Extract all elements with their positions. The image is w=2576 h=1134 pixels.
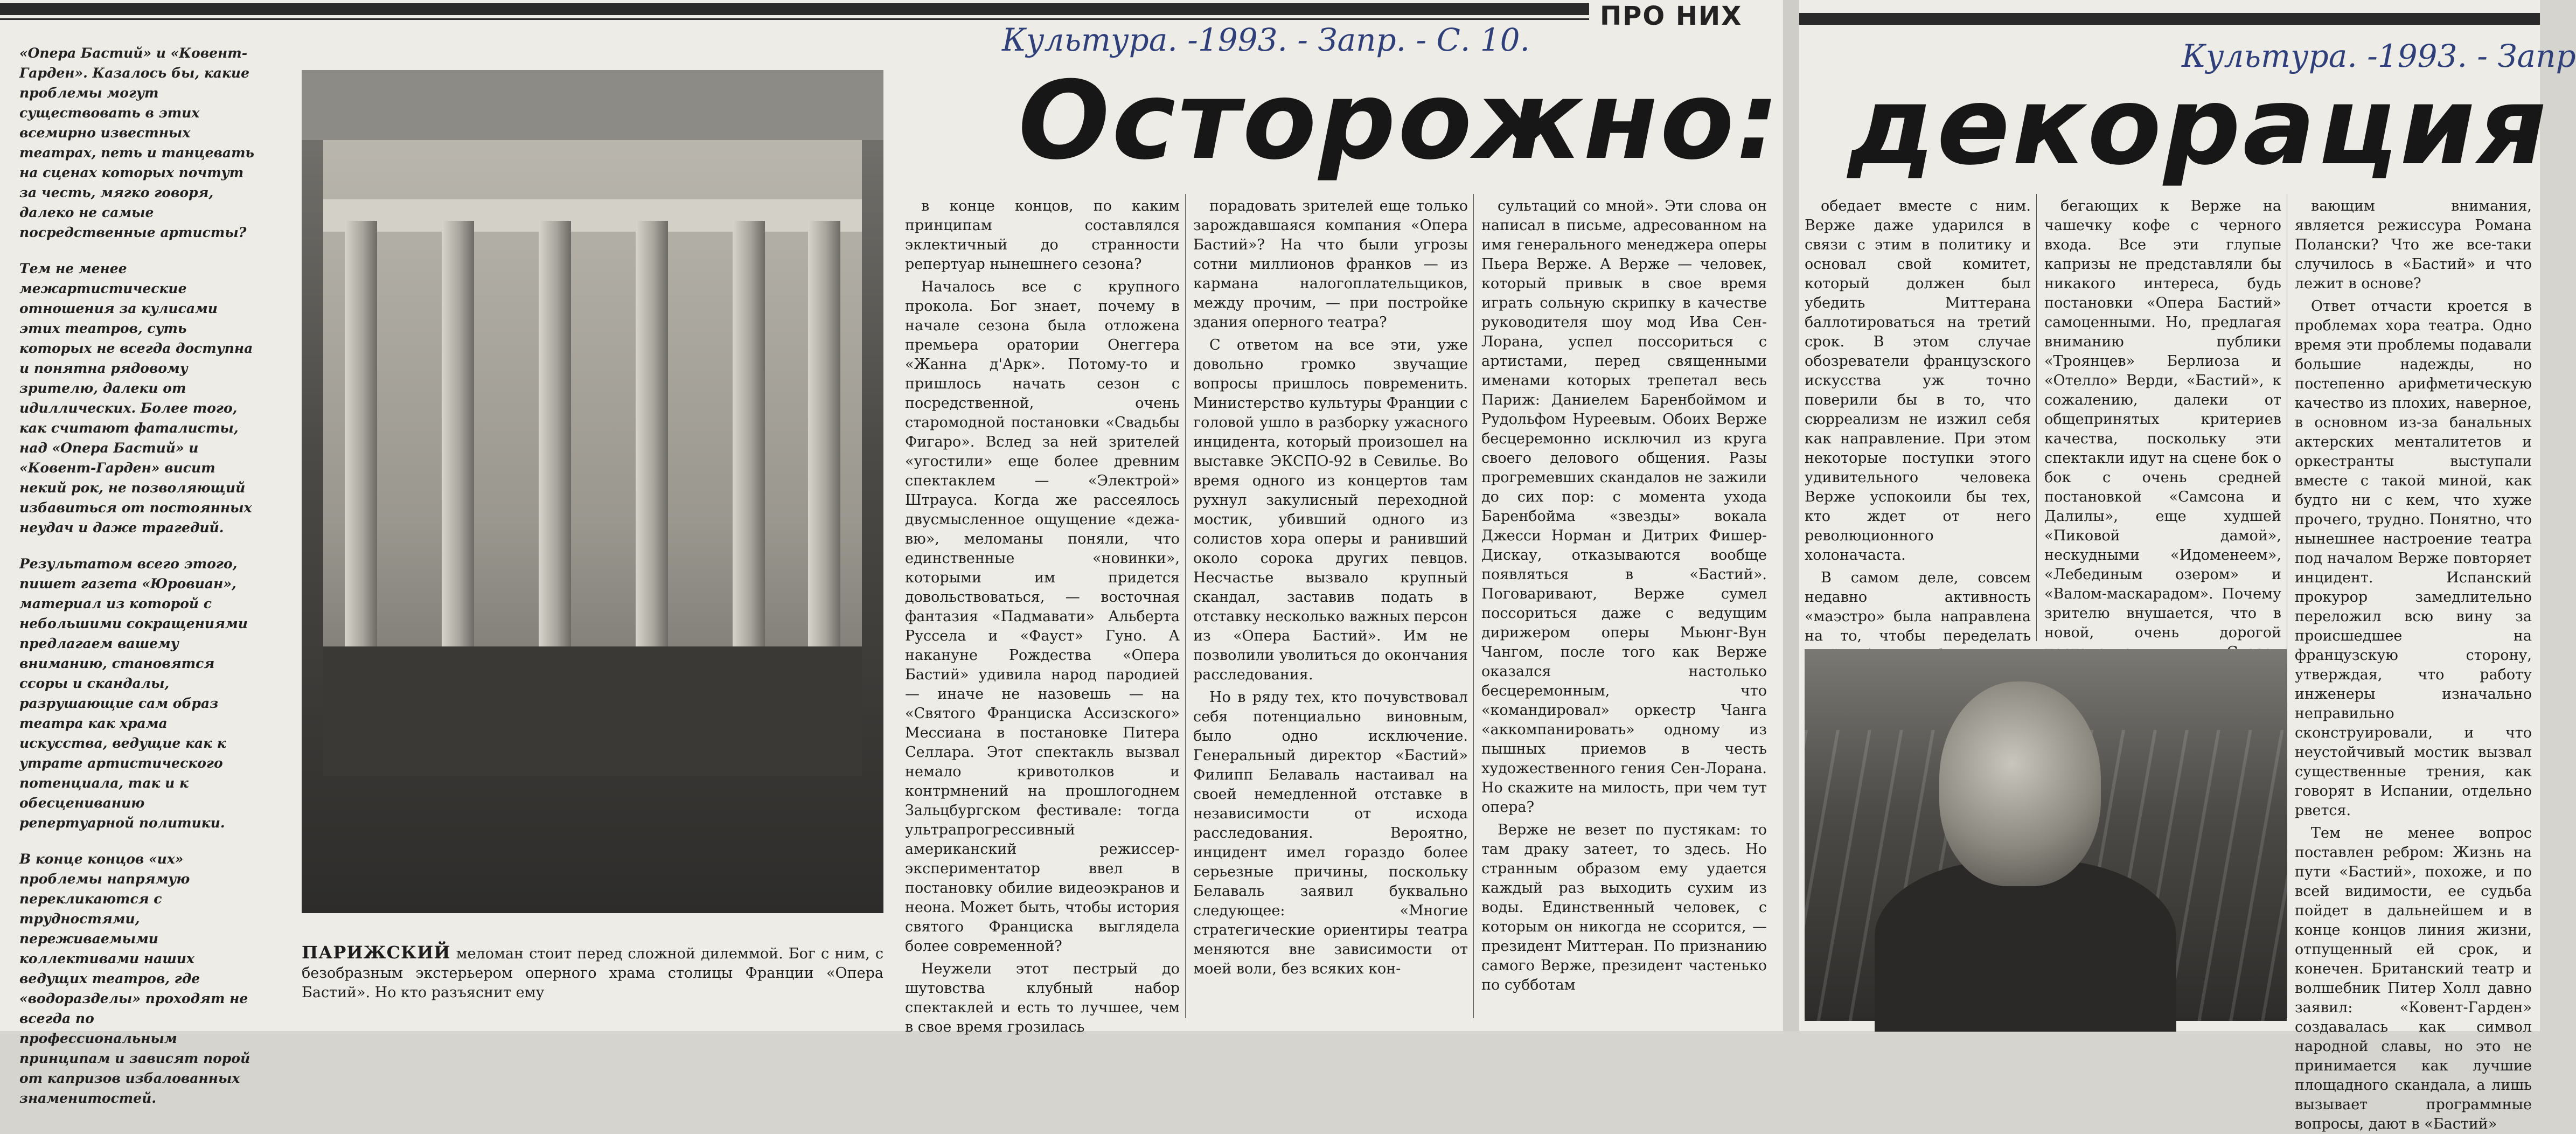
headline-right: декорация [1848,64,2549,189]
photo-figure-head [1939,681,2101,886]
opera-house-photo [302,70,883,913]
caption-dropcap: ПАРИЖСКИЙ [302,942,451,963]
photo-column [733,221,765,679]
article-paragraph: С ответом на все эти, уже довольно громко звучащие вопросы пришлось повременить. Министерство культуры Франции с головой ушло в разборку ужасного инцидента, который произошел на выставке ЭКСПО-92 в Севилье. Во время одного из концертов там рухнул закулисный переходной мостик, убивший одного из солистов хора оперы и ранивший около сорока других певцов. Несчастье вызвало крупный скандал, заставив подать в отставку несколько важных персон из «Опера Бастий». Им не позволили уволиться до окончания расследования. [1193,337,1468,683]
page-gutter [1783,0,1799,1031]
column-rule [1473,194,1474,1018]
top-rule-thin [0,18,1589,20]
article-paragraph: Неужели этот пестрый до шутовства клубный набор спектаклей и есть то лучшее, чем в свое время грозилась [905,961,1180,1035]
article-column-2 [1193,197,1468,1021]
lead-paragraph: В конце концов «их» проблемы напрямую перекликаются с трудностями, переживаемыми коллективами наших ведущих театров, где «водоразделы» проходят не всегда по профессиональным принципам и зависят порой от капризов избалованных знаменитостей. [19,851,250,1106]
article-paragraph: Но в ряду тех, кто почувствовал себя потенциально виновным, было одно исключение. Генеральный директор «Бастий» Филипп Белаваль настаивал на своей немедленной отставке в независимости от исхода расследования. Вероятно, инцидент имел гораздо более серьезные причины, поскольку Белаваль заявил буквально следующее: «Многие стратегические ориентиры театра меняются вне зависимости от моей воли, без всяких кон- [1193,689,1468,977]
article-paragraph: в конце концов, по каким принципам составлялся эклектичный до странности репертуар нынешнего сезона? [905,198,1180,273]
article-paragraph: В самом деле, совсем недавно активность «маэстро» была направлена на то, чтобы переделать [1805,569,2031,644]
caption-text: меломан стоит перед сложной дилеммой. Бог с ним, с безобразным экстерьером оперного храма столицы Франции «Опера Бастий». Но кто разъяснит ему [302,945,883,1001]
lead-paragraph: Тем не менее межартистические отношения за кулисами этих театров, суть которых не всегда доступна и понятна рядовому зрителю, далеки от идиллических. Более того, как считают фаталисты, над «Опера Бастий» и «Ковент-Гарден» висит некий рок, не позволяющий избавиться от постоянных неудач и даже трагедий. [19,261,253,535]
lead-paragraph: «Опера Бастий» и «Ковент-Гарден». Казалось бы, какие проблемы могут существовать в этих всемирно известных театрах, петь и танцевать на сценах которых почтут за честь, мягко говоря, далеко не самые посредственные артисты? [19,45,255,240]
photo-column [442,221,474,679]
column-rule [2036,194,2037,641]
photo-building [323,140,862,776]
photo-column [345,221,377,679]
photo-base [323,646,862,776]
top-rule [0,3,1589,15]
article-paragraph: Тем не менее вопрос поставлен ребром: Жизнь на пути «Бастий», похоже, и по всей видимости, ее судьба пойдет в дальнейшем и в конце концов линия жизни, отпущенный ей срок, и конечен. Британский театр и волшебник Питер Холл давно заявил: «Ковент-Гарден» создавалась как символ народной славы, но это не принимается как лучшие площадного скандала, а лишь вызывает программные вопросы, дают в «Бастий» [2295,825,2532,1132]
archive-stamp-right: Культура. -1993. - Запр [2182,38,2576,74]
photo-cornice [323,199,862,232]
lead-paragraph: Результатом всего этого, пишет газета «Юровиан», материал из которой с небольшими сокращениями предлагаем вашему вниманию, становятся ссоры и скандалы, разрушающие сам образ театра как храма искусства, ведущие как к утрате артистического потенциала, так и к обесцениванию репертуарной политики. [19,556,248,831]
column-rule [1185,194,1186,1018]
article-paragraph: Началось все с крупного прокола. Бог знает, почему в начале сезона была отложена премьера оратории Онеггера «Жанна д'Арк». Потому-то и пришлось начать сезон с посредственной, очень старомодной постановки «Свадьбы Фигаро». Вслед за ней зрителей «угостили» еще более древним спектаклем — «Электрой» Штрауса. Когда же рассеялось двусмысленное ощущение «дежа-вю», меломаны поняли, что единственные «новинки», которыми им придется довольствоваться, — восточная фантазия «Падмавати» Альберта Руссела и «Фауст» Гуно. А накануне Рождества «Опера Бастий» удивила народ пародией — иначе не назовешь — на «Святого Франциска Ассизского» Мессиана в постановке Питера Селлара. Этот спектакль вызвал немало кривотолков и контрмнений на прошлогоднем Зальцбургском фестивале: тогда ультрапрогрессивный американский режиссер-экспериментатор ввел в постановку обилие видеоэкранов и неона. Может быть, чтобы история святого Франциска выглядела более современной? [905,279,1180,955]
archive-stamp-left: Культура. -1993. - Запр. - С. 10. [1002,22,1530,58]
article-paragraph: сультаций со мной». Эти слова он написал в письме, адресованном на имя генерального менеджера оперы Пьера Верже. А Верже — человек, который привык в свое время играть сольную скрипку в качестве руководителя шоу мод Ива Сен-Лорана, успел поссориться с артистами, перед священными именами которых трепетал весь Париж: Даниелем Баренбоймом и Рудольфом Нуреевым. Обоих Верже бесцеремонно исключил из круга своего делового общения. Разы прогремевших скандалов не зажили до сих пор: с момента ухода Баренбойма «звезды» вокала Джесси Норман и Дитрих Фишер-Дискау, отказываются вообще появляться в «Бастий». Поговаривают, Верже сумел поссориться даже с ведущим дирижером оперы Мьюнг-Вун Чангом, после того как Верже оказался настолько бесцеремонным, что «командировал» оркестр Чанга «аккомпанировать» одному из пышных приемов в честь художественного гения Сен-Лорана. Но скажите на милость, при чем тут опера? [1481,198,1767,816]
article-column-6 [2295,197,2532,1132]
photo-column [808,221,840,679]
section-label: ПРО НИХ [1595,1,1772,32]
headline-left: Осторожно: [1018,58,1782,184]
lead-text [19,43,256,1106]
photo-column [539,221,571,679]
article-paragraph: Ответ отчасти кроется в проблемах хора театра. Одно время эти проблемы подавали большие надежды, но постепенно арифметическую качество из плохих, наверное, в основном из-за банальных актерских менталитетов и оркестранты выступали вместе с такой миной, как будто ни с кем, что хуже прочего, трудно. Понятно, что нынешнее настроение театра под началом Верже повторяет инцидент. Испанский прокурор замедлительно переложил всю вину за происшедшее на французскую сторону, утверждая, что работу инженеры изначально неправильно сконструировали, и что неустойчивый мостик вызвал существенные трения, как говорят в Испании, отдельно рвется. [2295,298,2532,819]
article-column-1 [905,197,1180,1035]
article-column-3 [1481,197,1767,1021]
photo-column [636,221,668,679]
portrait-photo [1805,649,2287,1021]
article-column-5 [2044,197,2281,644]
photo-sky [302,70,883,140]
article-column-4 [1805,197,2031,644]
article-paragraph: бегающих к Верже на чашечку кофе с черного входа. Все эти глупые капризы не представляли бы никакого интереса, будь постановки «Опера Бастий» самоценными. Но, предлагая вниманию публики «Троянцев» Берлиоза и «Отелло» Верди, «Бастий», к сожалению, далеки от общепринятых критериев качества, поскольку эти спектакли идут на сцене бок о бок с очень средней постановкой «Самсона и Далилы», еще худшей «Пиковой дамой», нескудными «Идоменеем», «Лебединым озером» и «Валом-маскарадом». Почему зрителю внушается, что в новой, очень дорогой [2044,198,2281,641]
photo-caption [302,943,883,1024]
article-paragraph: порадовать зрителей еще только зарождавшаяся компания «Опера Бастий»? На что были угрозы сотни миллионов франков — из кармана налогоплательщиков, между прочим, — при постройке здания оперного театра? [1193,198,1468,331]
top-rule [1799,13,2540,25]
article-paragraph: вающим внимания, является режиссура Романа Полански? Что же все-таки случилось в «Бастий» и что лежит в основе? [2295,198,2532,292]
article-paragraph: Верже не везет по пустякам: то там драку затеет, то здесь. Но странным образом ему удается каждый раз выходить сухим из воды. Единственный человек, с которым он никогда не ссорится, — президент Миттеран. По признанию самого Верже, президент частенько по субботам [1481,822,1767,993]
article-paragraph: обедает вместе с ним. Верже даже ударился в связи с этим в политику и основал свой комитет, который должен был убедить Миттерана баллотироваться на третий срок. В этом случае обозреватели французского искусства уж точно поверили бы в то, что сюрреализм не изжил себя как направление. При этом некоторые поступки этого удивительного человека Верже успокоили бы тех, кто ждет от него революционного холоначаста. [1805,198,2031,563]
